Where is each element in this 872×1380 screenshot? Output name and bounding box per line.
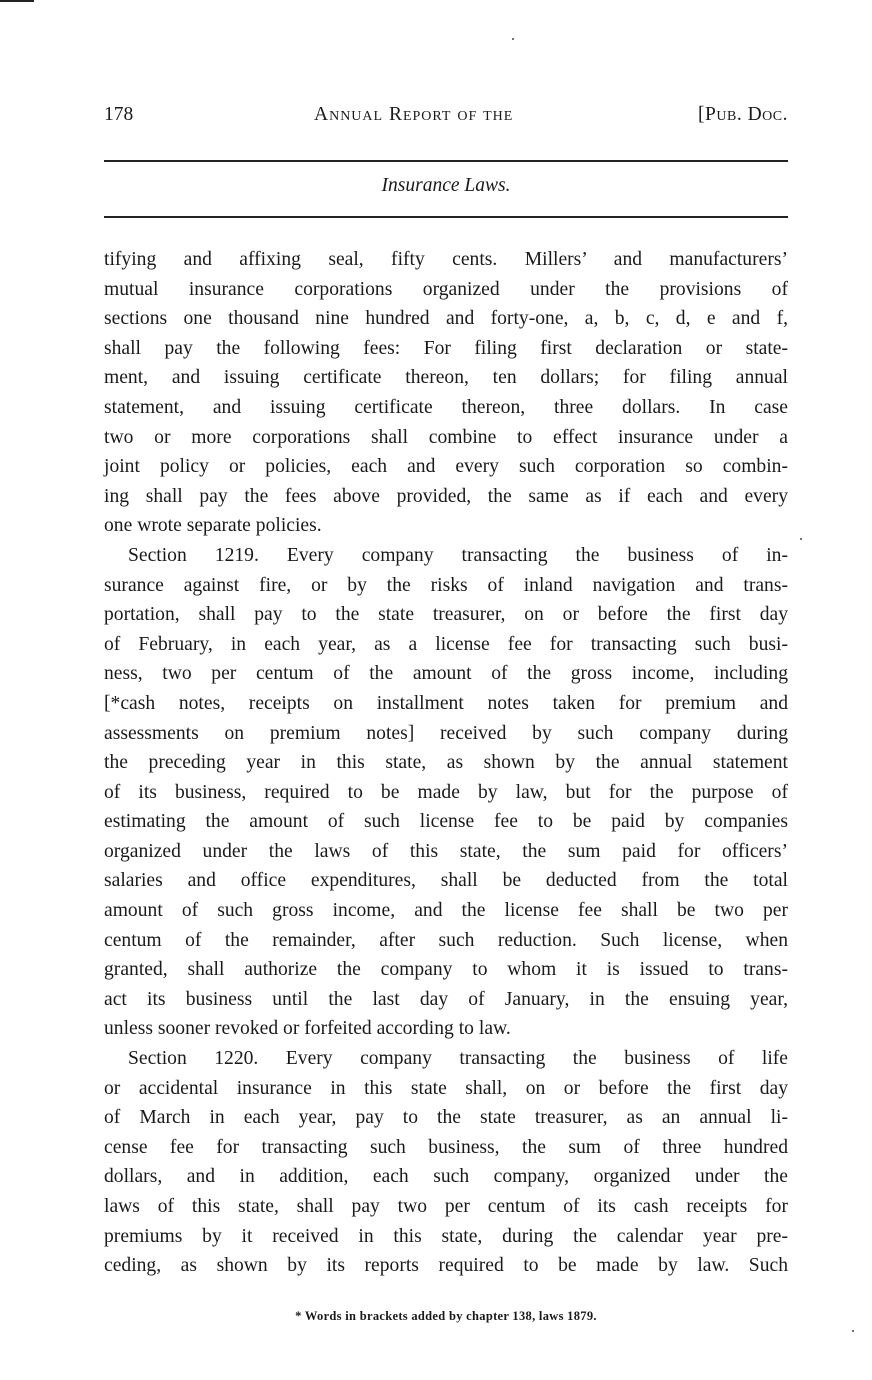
text-line: granted, shall authorize the company to whom it is issued to trans- — [104, 959, 788, 981]
running-head — [104, 104, 788, 134]
scan-speck — [852, 1330, 854, 1332]
text-line: ing shall pay the fees above provided, the same as if each and every — [104, 485, 788, 507]
scan-speck — [512, 38, 514, 40]
text-line: Section 1219. Every company transacting the business of in- — [128, 544, 788, 566]
text-line: cense fee for transacting such business, the sum of three hundred — [104, 1136, 788, 1158]
text-line: of February, in each year, as a license fee for transacting such busi- — [104, 633, 788, 655]
text-line: laws of this state, shall pay two per centum of its cash receipts for — [104, 1196, 788, 1217]
document-label: [Pub. Doc. — [698, 104, 788, 125]
text-line: joint policy or policies, each and every such corporation so combin- — [104, 456, 788, 478]
section-heading: Insurance Laws. — [381, 175, 511, 196]
text-line: act its business until the last day of January, in the ensuing year, — [104, 988, 788, 1010]
text-line: assessments on premium notes] received by such company during — [104, 722, 788, 744]
text-line: salaries and office expenditures, shall be deducted from the total — [104, 870, 788, 892]
text-line: two or more corporations shall combine to effect insurance under a — [104, 426, 788, 448]
page-number: 178 — [104, 104, 134, 125]
text-line: statement, and issuing certificate thereon, three dollars. In case — [104, 396, 788, 418]
scan-corner-mark — [0, 0, 34, 2]
report-title: Annual Report of the — [314, 104, 514, 125]
text-line: dollars, and in addition, each such company, organized under the — [104, 1166, 788, 1188]
text-line: estimating the amount of such license fee to be paid by companies — [104, 811, 788, 833]
footnote: * Words in brackets added by chapter 138, laws 1879. — [295, 1309, 597, 1323]
text-line: one wrote separate policies. — [104, 515, 322, 537]
text-line: portation, shall pay to the state treasurer, on or before the first day — [104, 604, 788, 626]
scan-speck — [800, 538, 802, 540]
text-line: or accidental insurance in this state shall, on or before the first day — [104, 1077, 788, 1099]
text-line: mutual insurance corporations organized under the provisions of — [104, 278, 788, 300]
text-line: of its business, required to be made by law, but for the purpose of — [104, 781, 788, 803]
text-line: surance against fire, or by the risks of inland navigation and trans- — [104, 574, 788, 596]
text-line: Section 1220. Every company transacting the business of life — [128, 1048, 788, 1070]
text-line: ceding, as shown by its reports required to be made by law. Such — [104, 1255, 788, 1277]
text-line: organized under the laws of this state, the sum paid for officers’ — [104, 840, 788, 862]
text-line: [*cash notes, receipts on installment notes taken for premium and — [104, 692, 788, 714]
text-line: amount of such gross income, and the license fee shall be two per — [104, 900, 788, 922]
header-rule-top — [104, 160, 788, 162]
header-rule-bottom — [104, 216, 788, 218]
body-text — [104, 245, 788, 1281]
text-line: ment, and issuing certificate thereon, ten dollars; for filing annual — [104, 367, 788, 389]
text-line: tifying and affixing seal, fifty cents. Millers’ and manufacturers’ — [104, 249, 788, 270]
text-line: ness, two per centum of the amount of the gross income, including — [104, 663, 788, 685]
text-line: premiums by it received in this state, during the calendar year pre- — [104, 1225, 788, 1247]
text-line: sections one thousand nine hundred and forty-one, a, b, c, d, e and f, — [104, 308, 788, 330]
text-line: centum of the remainder, after such reduction. Such license, when — [104, 929, 788, 951]
text-line: shall pay the following fees: For filing first declaration or state- — [104, 337, 788, 359]
text-line: unless sooner revoked or forfeited according to law. — [104, 1018, 511, 1040]
text-line: of March in each year, pay to the state treasurer, as an annual li- — [104, 1107, 788, 1129]
text-line: the preceding year in this state, as shown by the annual statement — [104, 752, 788, 774]
